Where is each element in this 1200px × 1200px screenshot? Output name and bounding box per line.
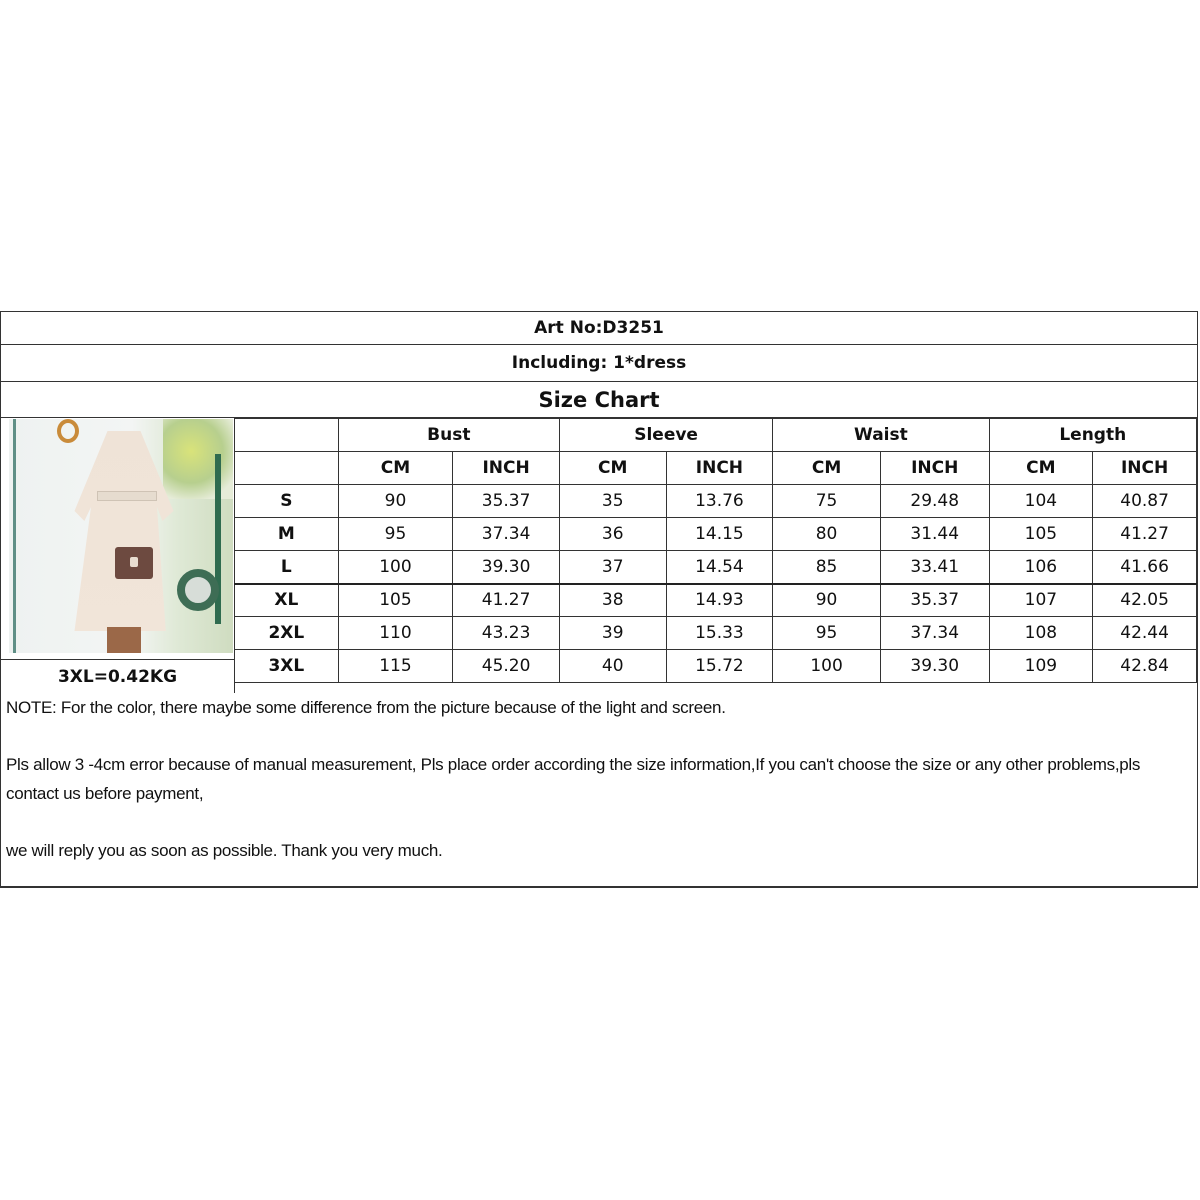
cell: 36 <box>559 518 666 551</box>
photo-foliage <box>163 419 233 499</box>
cell: 13.76 <box>666 485 773 518</box>
cell: 109 <box>989 650 1093 683</box>
cell: 31.44 <box>880 518 989 551</box>
cell: 43.23 <box>453 617 560 650</box>
cell: 95 <box>338 518 453 551</box>
cell: 42.84 <box>1093 650 1197 683</box>
size-chart-sheet <box>0 311 1198 888</box>
cell: 35.37 <box>453 485 560 518</box>
cell: 41.27 <box>1093 518 1197 551</box>
cell: 14.93 <box>666 584 773 617</box>
cell: 75 <box>773 485 881 518</box>
cell: 100 <box>338 551 453 584</box>
cell: 14.54 <box>666 551 773 584</box>
cell: 40.87 <box>1093 485 1197 518</box>
product-photo <box>9 419 233 653</box>
note-measurement: Pls allow 3 -4cm error because of manual measurement, Pls place order according the size information,If you can't choose the size or any other problems,pls contact us before payment, <box>6 755 1141 803</box>
cell: 29.48 <box>880 485 989 518</box>
photo-window-frame <box>13 419 16 653</box>
cell: 105 <box>989 518 1093 551</box>
cell: 37 <box>559 551 666 584</box>
cell: 115 <box>338 650 453 683</box>
cell: 41.66 <box>1093 551 1197 584</box>
unit-header: INCH <box>1093 452 1197 485</box>
photo-car-wheel <box>177 569 219 611</box>
cell: 108 <box>989 617 1093 650</box>
unit-header: INCH <box>880 452 989 485</box>
empty-corner <box>235 452 339 485</box>
photo-legs <box>107 627 141 653</box>
size-label: L <box>235 551 339 584</box>
art-number: Art No:D3251 <box>1 312 1197 345</box>
package-weight: 3XL=0.42KG <box>1 659 235 693</box>
size-label: S <box>235 485 339 518</box>
unit-header: INCH <box>666 452 773 485</box>
table-row <box>235 650 1197 683</box>
unit-header: INCH <box>453 452 560 485</box>
size-table <box>234 418 1197 683</box>
table-row <box>235 485 1197 518</box>
group-header-row <box>235 419 1197 452</box>
group-bust: Bust <box>338 419 559 452</box>
unit-header: CM <box>559 452 666 485</box>
cell: 110 <box>338 617 453 650</box>
cell: 39.30 <box>880 650 989 683</box>
photo-handbag-clasp <box>130 557 138 567</box>
photo-sun-mirror <box>57 419 79 443</box>
cell: 40 <box>559 650 666 683</box>
size-label: M <box>235 518 339 551</box>
unit-header: CM <box>338 452 453 485</box>
cell: 80 <box>773 518 881 551</box>
cell: 42.44 <box>1093 617 1197 650</box>
package-contents: Including: 1*dress <box>1 345 1197 382</box>
cell: 106 <box>989 551 1093 584</box>
spacer <box>6 722 1194 750</box>
empty-corner <box>235 419 339 452</box>
unit-header-row <box>235 452 1197 485</box>
spacer <box>6 808 1194 836</box>
cell: 45.20 <box>453 650 560 683</box>
table-row <box>235 518 1197 551</box>
cell: 35 <box>559 485 666 518</box>
table-row <box>235 584 1197 617</box>
note-reply: we will reply you as soon as possible. Thank you very much. <box>6 841 443 860</box>
photo-belt <box>97 491 157 501</box>
table-row <box>235 617 1197 650</box>
notes-section <box>6 693 1194 865</box>
cell: 14.15 <box>666 518 773 551</box>
note-color: NOTE: For the color, there maybe some difference from the picture because of the light and screen. <box>6 698 726 717</box>
cell: 90 <box>338 485 453 518</box>
cell: 41.27 <box>453 584 560 617</box>
cell: 15.72 <box>666 650 773 683</box>
cell: 39 <box>559 617 666 650</box>
cell: 39.30 <box>453 551 560 584</box>
group-sleeve: Sleeve <box>559 419 772 452</box>
chart-title: Size Chart <box>1 382 1197 418</box>
table-row <box>235 551 1197 584</box>
cell: 105 <box>338 584 453 617</box>
cell: 15.33 <box>666 617 773 650</box>
cell: 33.41 <box>880 551 989 584</box>
size-label: 2XL <box>235 617 339 650</box>
cell: 90 <box>773 584 881 617</box>
size-label: XL <box>235 584 339 617</box>
cell: 104 <box>989 485 1093 518</box>
cell: 38 <box>559 584 666 617</box>
cell: 35.37 <box>880 584 989 617</box>
cell: 100 <box>773 650 881 683</box>
unit-header: CM <box>773 452 881 485</box>
unit-header: CM <box>989 452 1093 485</box>
cell: 85 <box>773 551 881 584</box>
cell: 95 <box>773 617 881 650</box>
cell: 37.34 <box>880 617 989 650</box>
cell: 107 <box>989 584 1093 617</box>
size-label: 3XL <box>235 650 339 683</box>
group-waist: Waist <box>773 419 989 452</box>
cell: 42.05 <box>1093 584 1197 617</box>
group-length: Length <box>989 419 1196 452</box>
cell: 37.34 <box>453 518 560 551</box>
